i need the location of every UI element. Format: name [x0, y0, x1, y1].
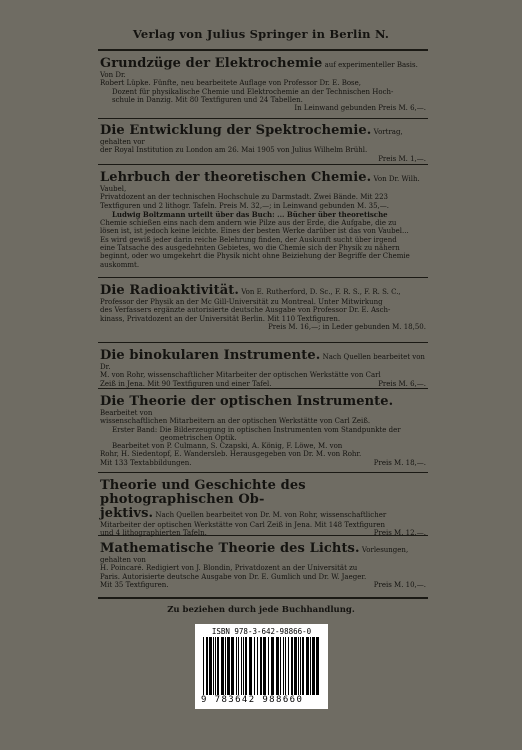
book-text-line: Bearbeitet von P. Culmann, S. Czapski, A. König, F. Löwe, M. von [112, 442, 343, 451]
book-text-line: Dozent für physikalische Chemie und Elektrochemie an der Technischen Hoch- [112, 87, 394, 96]
book-title: Die binokularen Instrumente. [100, 348, 321, 363]
isbn-label: ISBN 978-3-642-98866-0 [211, 627, 312, 636]
book-title: Die Radioaktivität. [100, 283, 239, 298]
book-title: Die Theorie der optischen Instrumente. [100, 394, 394, 409]
book-entry-theorie-des-lichts [100, 542, 426, 589]
book-text-line: und 4 lithographierten Tafeln. [100, 529, 207, 538]
book-price: Preis M. 16,—; in Leder gebunden M. 18,50. [268, 322, 426, 331]
entry-divider [98, 535, 428, 536]
book-entry-elektrochemie [100, 57, 426, 112]
book-text-line: Mit 133 Textabbildungen. [100, 458, 192, 467]
quote-line: Es wird gewiß jeder darin reiche Belehrung finden, der Auskunft sucht über irgend [100, 235, 397, 244]
footer-rule [98, 597, 428, 599]
publisher-header: Verlag von Julius Springer in Berlin N. [132, 27, 390, 41]
quote-line: Chemie schießen eins nach dem andern wie Pilze aus der Erde, die Aufgabe, die zu [100, 219, 397, 228]
book-price: Preis M. 10,—. [373, 580, 426, 589]
quote-line: lösen ist, ist jedoch keine leichte. Eines der besten Werke darüber ist das von Vaubel... [100, 227, 409, 236]
book-text-line: Professor der Physik an der Mc Gill-Universität zu Montreal. Unter Mitwirkung [100, 298, 383, 306]
availability-note: Zu beziehen durch jede Buchhandlung. [167, 605, 355, 615]
quote-line: auskommt. [100, 260, 140, 269]
book-price: In Leinwand gebunden Preis M. 6,—. [294, 104, 426, 113]
book-title-tail: Bearbeitet von [100, 409, 153, 417]
book-title: Lehrbuch der theoretischen Chemie. [100, 170, 372, 185]
entry-divider [98, 388, 428, 389]
book-title: Grundzüge der Elektrochemie [100, 56, 323, 71]
book-text-line: Privatdozent an der technischen Hochschule zu Darmstadt. Zwei Bände. Mit 223 [100, 193, 389, 202]
book-entry-spektrochemie [100, 124, 426, 163]
book-title: Mathematische Theorie des Lichts. [100, 541, 360, 556]
book-text-line: des Verfassers ergänzte autorisierte deutsche Ausgabe von Professor Dr. E. Asch- [100, 306, 391, 315]
book-text-line: Mitarbeiter der optischen Werkstätte von Carl Zeiß in Jena. Mit 148 Textfiguren [100, 521, 386, 529]
book-title-tail: Vorlesungen, gehalten von [100, 546, 409, 564]
book-text-line: kinass, Privatdozent an der Universität Berlin. Mit 110 Textfiguren. [100, 314, 341, 323]
book-title: Die Entwicklung der Spektrochemie. [100, 123, 372, 138]
book-price: Preis M. 18,—. [373, 458, 426, 467]
book-text-line: Mit 35 Textfiguren. [100, 580, 169, 589]
book-last-line [100, 529, 426, 537]
header-rule [98, 49, 428, 51]
book-price: Preis M. 6,—. [378, 379, 426, 388]
entry-divider [98, 277, 428, 278]
book-text-line: H. Poincaré. Redigiert von J. Blondin, Privatdozent an der Universität zu [100, 564, 358, 573]
isbn-barcode [195, 624, 328, 709]
book-text-line: der Royal Institution zu London am 26. Mai 1905 von Julius Wilhelm Brühl. [100, 146, 368, 155]
book-text-line: wissenschaftlichen Mitarbeitern an der optischen Werkstätte von Carl Zeiß. [100, 417, 371, 426]
book-text-line: Textfiguren und 2 lithogr. Tafeln. Preis M. 32,—; in Leinwand gebunden M. 35,—. [100, 201, 389, 210]
book-title-continued: jektivs. [100, 506, 154, 521]
book-price: Preis M. 12,—. [373, 529, 426, 538]
book-title-tail: Nach Quellen bearbeitet von Dr. [100, 353, 425, 371]
book-title-tail: Von E. Rutherford, D. Sc., F. R. S., F. R. S. C., [241, 288, 401, 296]
book-title-tail: Nach Quellen bearbeitet von Dr. M. von Rohr, wissenschaftlicher [155, 511, 387, 519]
book-title-tail: Von Dr. Wilh. Vaubel, [100, 175, 420, 193]
book-title: Theorie und Geschichte des photographischen Ob- [100, 478, 306, 507]
book-entry-optische-instrumente [100, 395, 426, 467]
barcode-digits: 9 783642 988660 [201, 695, 304, 705]
book-entry-radioaktivitaet [100, 284, 426, 331]
review-quote [100, 211, 426, 269]
book-text-line: Zeiß in Jena. Mit 90 Textfiguren und einer Tafel. [100, 379, 272, 388]
book-text-line: geometrischen Optik. [160, 433, 237, 442]
book-last-line [100, 581, 426, 589]
book-text-line: Erster Band: Die Bilderzeugung in optischen Instrumenten vom Standpunkte der [112, 425, 401, 434]
entry-divider [98, 118, 428, 119]
book-text-line: Rohr, H. Siedentopf, E. Wandersleb. Herausgegeben von Dr. M. von Rohr. [100, 450, 362, 459]
book-text-line: Paris. Autorisierte deutsche Ausgabe von Dr. E. Gumlich und Dr. W. Jaeger. [100, 572, 367, 581]
quote-line: beginnt, oder wo umgekehrt die Physik nicht ohne Beiziehung der Begriffe der Chemie [100, 252, 410, 261]
book-last-line [100, 459, 426, 467]
book-text-line: M. von Rohr, wissenschaftlicher Mitarbeiter der optischen Werkstätte von Carl [100, 371, 381, 380]
book-title-tail: auf experimenteller Basis. Von Dr. [100, 61, 418, 79]
book-entry-photographische-objektive [100, 479, 426, 538]
book-text-line: schule in Danzig. Mit 80 Textfiguren und 24 Tabellen. [112, 95, 303, 104]
entry-divider [98, 342, 428, 343]
book-text-line: Robert Lüpke. Fünfte, neu bearbeitete Auflage von Professor Dr. E. Bose, [100, 79, 362, 88]
barcode-bars [203, 637, 320, 695]
quote-line: eine Tatsache des ausgedehnten Gebietes, wo die Chemie sich der Physik zu nähern [100, 244, 400, 253]
entry-divider [98, 164, 428, 165]
quote-line: Ludwig Boltzmann urteilt über das Buch: ... Bücher über theoretische [112, 209, 388, 219]
book-entry-binokularen-instrumente [100, 349, 426, 388]
book-title-tail: Vortrag, gehalten vor [100, 128, 403, 146]
entry-divider [98, 472, 428, 473]
book-price: Preis M. 1,—. [378, 154, 426, 163]
book-last-line [100, 380, 426, 388]
book-entry-theoretische-chemie [100, 171, 426, 269]
